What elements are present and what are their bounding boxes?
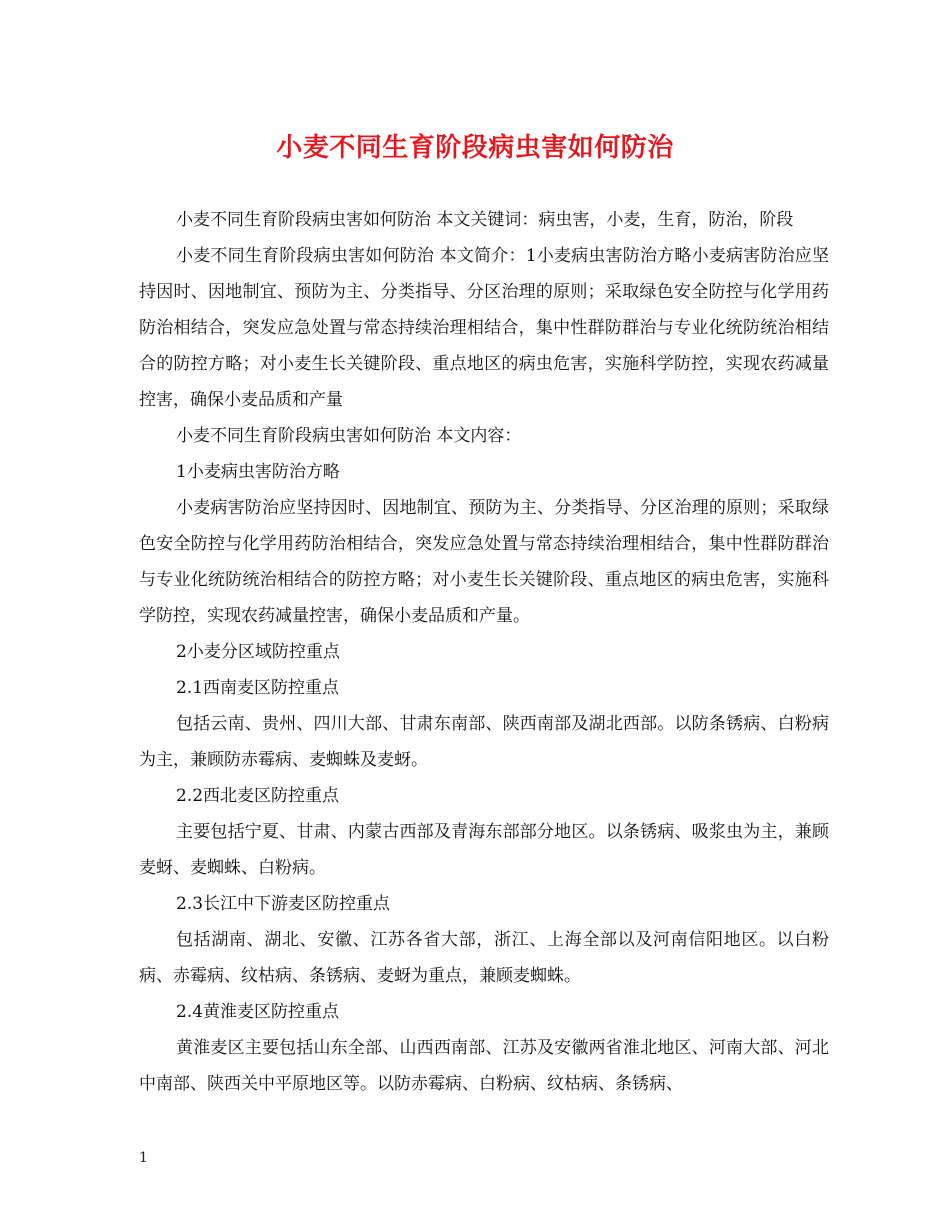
heading-section-2-2: 2.2西北麦区防控重点 [176, 786, 340, 806]
heading-section-2-3: 2.3长江中下游麦区防控重点 [176, 894, 391, 914]
heading-section-1: 1小麦病虫害防治方略 [176, 462, 340, 482]
paragraph-content-intro: 小麦不同生育阶段病虫害如何防治 本文内容： [176, 426, 522, 446]
heading-section-2-4: 2.4黄淮麦区防控重点 [176, 1002, 340, 1022]
paragraph-section-2-3: 包括湖南、湖北、安徽、江苏各省大部，浙江、上海全部以及河南信阳地区。以白粉病、赤霉病、纹枯病、条锈病、麦蚜为重点，兼顾麦蜘蛛。 [139, 930, 829, 986]
paragraph-section-2-2: 主要包括宁夏、甘肃、内蒙古西部及青海东部部分地区。以条锈病、吸浆虫为主，兼顾麦蚜、麦蜘蛛、白粉病。 [139, 822, 829, 878]
paragraph-summary: 小麦不同生育阶段病虫害如何防治 本文简介：1小麦病虫害防治方略小麦病害防治应坚持因时、因地制宜、预防为主、分类指导、分区治理的原则；采取绿色安全防控与化学用药防治相结合，突发应急处置与常态持续治理相结合，集中性群防群治与专业化统防统治相结合的防控方略；对小麦生长关键阶段、重点地区的病虫危害，实施科学防控，实现农药减量控害，确保小麦品质和产量 [139, 246, 829, 410]
document-title: 小麦不同生育阶段病虫害如何防治 [276, 133, 674, 163]
document-body [139, 202, 829, 1102]
paragraph-keywords: 小麦不同生育阶段病虫害如何防治 本文关键词：病虫害，小麦，生育，防治，阶段 [176, 210, 794, 230]
page-number: 1 [139, 1150, 148, 1166]
heading-section-2: 2小麦分区域防控重点 [176, 642, 340, 662]
paragraph-section-2-1: 包括云南、贵州、四川大部、甘肃东南部、陕西南部及湖北西部。以防条锈病、白粉病为主，兼顾防赤霉病、麦蜘蛛及麦蚜。 [139, 714, 829, 770]
heading-section-2-1: 2.1西南麦区防控重点 [176, 678, 340, 698]
paragraph-section-2-4: 黄淮麦区主要包括山东全部、山西西南部、江苏及安徽两省淮北地区、河南大部、河北中南部、陕西关中平原地区等。以防赤霉病、白粉病、纹枯病、条锈病、 [139, 1038, 829, 1094]
paragraph-section-1: 小麦病害防治应坚持因时、因地制宜、预防为主、分类指导、分区治理的原则；采取绿色安全防控与化学用药防治相结合，突发应急处置与常态持续治理相结合，集中性群防群治与专业化统防统治相结合的防控方略；对小麦生长关键阶段、重点地区的病虫危害，实施科学防控，实现农药减量控害，确保小麦品质和产量。 [139, 498, 829, 626]
